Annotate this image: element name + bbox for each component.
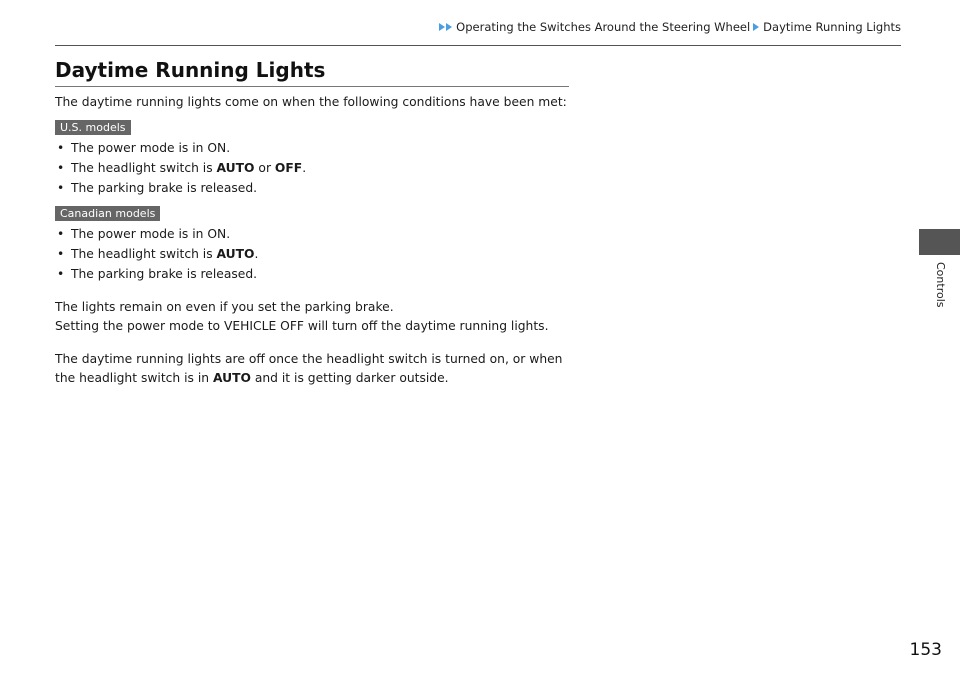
page-title: Daytime Running Lights xyxy=(55,58,569,87)
item-text: or xyxy=(254,161,275,175)
main-content xyxy=(55,58,575,388)
list-item: • The parking brake is released. xyxy=(55,264,575,284)
canada-conditions-list xyxy=(55,224,575,284)
note-line: The lights remain on even if you set the parking brake. xyxy=(55,300,394,314)
keyword-off: OFF xyxy=(274,161,303,175)
keyword-auto: AUTO xyxy=(212,371,251,385)
triangle-right-icon xyxy=(439,23,445,31)
breadcrumb-page[interactable]: Daytime Running Lights xyxy=(763,20,901,34)
us-conditions-list xyxy=(55,138,575,198)
header-divider xyxy=(55,45,901,46)
keyword-auto: AUTO xyxy=(216,247,255,261)
list-item xyxy=(55,158,575,178)
list-item: • The power mode is in ON. xyxy=(55,138,575,158)
note-line xyxy=(55,369,575,388)
breadcrumb-section[interactable]: Operating the Switches Around the Steering Wheel xyxy=(456,20,751,34)
item-text: The headlight switch is xyxy=(71,247,217,261)
list-item: • The parking brake is released. xyxy=(55,178,575,198)
page-number: 153 xyxy=(909,640,942,660)
note-line: Setting the power mode to VEHICLE OFF will turn off the daytime running lights. xyxy=(55,319,549,333)
item-text: The headlight switch is xyxy=(71,161,217,175)
us-models-badge: U.S. models xyxy=(55,120,131,135)
keyword-auto: AUTO xyxy=(216,161,255,175)
section-tab[interactable] xyxy=(919,229,960,255)
list-item xyxy=(55,244,575,264)
triangle-right-icon xyxy=(446,23,452,31)
note-text: and it is getting darker outside. xyxy=(250,371,449,385)
intro-text: The daytime running lights come on when the following conditions have been met: xyxy=(55,95,567,109)
section-tab-label: Controls xyxy=(934,262,947,308)
triangle-right-icon xyxy=(753,23,759,31)
canadian-models-badge: Canadian models xyxy=(55,206,160,221)
item-text: . xyxy=(254,247,259,261)
list-item: • The power mode is in ON. xyxy=(55,224,575,244)
breadcrumb xyxy=(439,20,901,34)
note-line: The daytime running lights are off once the headlight switch is turned on, or when xyxy=(55,352,563,366)
item-text: . xyxy=(302,161,307,175)
note-text: the headlight switch is in xyxy=(55,371,213,385)
